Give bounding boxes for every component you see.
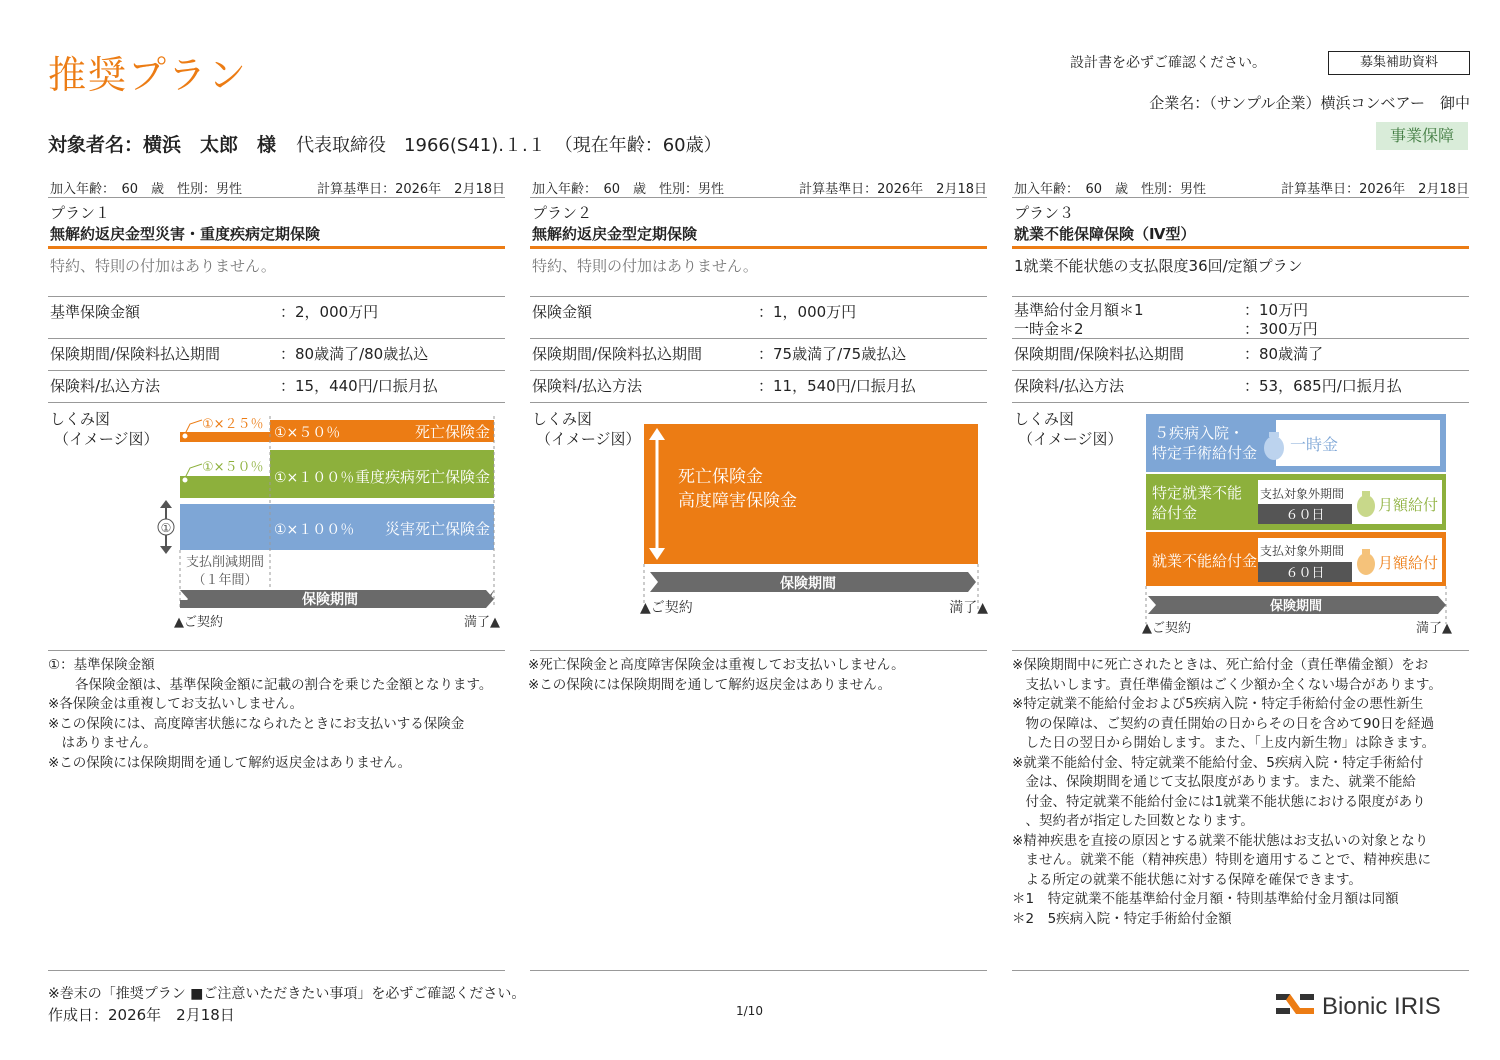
row-value: ：15，440円/口振月払 xyxy=(280,377,438,395)
excl-label-1: 支払対象外期間 xyxy=(1260,487,1345,501)
detail-row xyxy=(48,297,505,339)
period-label: 保険期間 xyxy=(302,592,358,608)
plan2-diagram xyxy=(636,420,992,620)
row-value: ：75歳満了/75歳払込 xyxy=(758,345,907,363)
row-value: ：1，000万円 xyxy=(758,303,857,321)
shikumi-label: しくみ図 xyxy=(1014,410,1075,428)
detail-row xyxy=(1012,339,1469,371)
disability-label: 高度障害保険金 xyxy=(678,491,797,511)
note-line: よる所定の就業不能状態に対する保障を確保できます。 xyxy=(1012,871,1362,888)
note-line: ※この保険には、高度障害状態になられたときにお支払いする保険金 xyxy=(48,715,465,732)
calc-date: 計算基準日：2026年 2月18日 xyxy=(1281,182,1469,197)
row-key xyxy=(1014,301,1144,339)
subject-name: 対象者名：横浜 太郎 様 xyxy=(48,134,277,156)
calc-date: 計算基準日：2026年 2月18日 xyxy=(799,182,987,197)
plan1-notes xyxy=(48,656,508,773)
blue-label-1: ５疾病入院・ xyxy=(1154,424,1245,442)
note-line: 各保険金額は、基準保険金額に記載の割合を乗じた金額となります。 xyxy=(48,676,493,693)
band3-label: 災害死亡保険金 xyxy=(384,520,490,538)
note-line: した日の翌日から開始します。また、「上皮内新生物」は除きます。 xyxy=(1012,735,1436,751)
plan-name: 無解約返戻金型災害・重度疾病定期保険 xyxy=(48,223,505,249)
divider xyxy=(48,650,505,651)
note-line: ※死亡保険金と高度障害保険金は重複してお支払いしません。 xyxy=(528,657,905,673)
pct-50-pre: ①×５０％ xyxy=(202,460,264,475)
band1-pct: ①×５０％ xyxy=(274,425,341,441)
period-label: 保険期間 xyxy=(780,576,836,592)
plan3-diagram xyxy=(1140,412,1480,638)
row-key: 保険期間/保険料払込期間 xyxy=(1014,345,1185,363)
page-title: 推奨プラン xyxy=(48,53,249,97)
category-badge: 事業保障 xyxy=(1376,122,1468,150)
calc-date: 計算基準日：2026年 2月18日 xyxy=(317,182,505,197)
row-value-2: ：300万円 xyxy=(1244,320,1318,338)
plan-number: プラン２ xyxy=(532,204,593,222)
plan-header xyxy=(1012,174,1469,198)
tokuyaku-text: 1就業不能状態の支払限度36回/定額プラン xyxy=(1012,249,1469,297)
reduction-period: （１年間） xyxy=(192,573,258,588)
height-arrow-icon xyxy=(158,500,174,554)
row-key: 基準保険金額 xyxy=(50,303,141,321)
end-label: 満了▲ xyxy=(1416,621,1452,636)
detail-row xyxy=(1012,371,1469,403)
plan-column-2 xyxy=(530,174,987,449)
death-label: 死亡保険金 xyxy=(678,467,763,487)
orange-label: 就業不能給付金 xyxy=(1152,552,1258,570)
start-label: ▲ご契約 xyxy=(1142,621,1191,636)
row-value: ：53，685円/口振月払 xyxy=(1244,377,1402,395)
logo-mark-icon xyxy=(1276,994,1314,1014)
plan2-notes xyxy=(528,656,988,695)
note-line: はありません。 xyxy=(48,735,157,751)
row-key-2: 一時金＊2 xyxy=(1014,320,1084,338)
created-date: 作成日：2026年 2月18日 xyxy=(48,1006,235,1024)
note-line: ※特定就業不能給付金および5疾病入院・特定手術給付金の悪性新生 xyxy=(1012,696,1424,712)
green-label-1: 特定就業不能 xyxy=(1152,484,1243,502)
detail-row xyxy=(530,371,987,403)
row-value: ：80歳満了 xyxy=(1244,345,1324,363)
band2-pct: ①×１００％ xyxy=(274,470,355,486)
row-value: ：11，540円/口振月払 xyxy=(758,377,916,395)
note-line: ※精神疾患を直接の原因とする就業不能状態はお支払いの対象となり xyxy=(1012,832,1429,849)
plan3-notes xyxy=(1012,656,1482,929)
start-label: ▲ご契約 xyxy=(174,615,223,630)
plan-number: プラン３ xyxy=(1014,204,1075,222)
plan1-diagram xyxy=(150,408,510,634)
note-line: 金は、保険期間を通じて支払限度があります。また、就業不能給 xyxy=(1012,774,1416,790)
note-line: ＊2 5疾病入院・特定手術給付金額 xyxy=(1012,910,1232,927)
end-label: 満了▲ xyxy=(464,615,500,630)
detail-row xyxy=(530,297,987,339)
divider xyxy=(1012,970,1469,971)
reduction-label: 支払削減期間 xyxy=(185,555,265,570)
note-line: 、契約者が指定した回数となります。 xyxy=(1012,813,1254,829)
divider xyxy=(48,970,505,971)
tokuyaku-text: 特約、特則の付加はありません。 xyxy=(530,249,987,297)
band2-label: 重度疾病死亡保険金 xyxy=(354,468,490,486)
image-label: （イメージ図） xyxy=(1018,430,1123,448)
subject-detail: 代表取締役 1966(S41).１.１ （現在年齢：60歳） xyxy=(296,135,722,156)
row-key: 保険料/払込方法 xyxy=(1014,377,1125,395)
page-number: 1/10 xyxy=(736,1004,763,1018)
blue-label-2: 特定手術給付金 xyxy=(1152,444,1258,462)
note-line: ません。就業不能（精神疾患）特則を適用することで、精神疾患に xyxy=(1012,852,1432,868)
plan-header xyxy=(530,174,987,198)
shikumi-label: しくみ図 xyxy=(50,410,111,428)
image-label: （イメージ図） xyxy=(536,430,641,448)
note-line: ※就業不能給付金、特定就業不能給付金、5疾病入院・特定手術給付 xyxy=(1012,754,1424,771)
start-label: ▲ご契約 xyxy=(640,600,693,616)
row-value-1: ：10万円 xyxy=(1244,301,1309,319)
ichiji-label: 一時金 xyxy=(1290,435,1339,454)
pct-25: ①×２５％ xyxy=(202,417,264,432)
note-line: 物の保障は、ご契約の責任開始の日からその日を含めて90日を経過 xyxy=(1012,715,1435,732)
note-line: 付金、特定就業不能給付金には1就業不能状態における限度があり xyxy=(1012,793,1426,810)
detail-row xyxy=(1012,297,1469,339)
band3-pct: ①×１００％ xyxy=(274,522,355,538)
row-key: 保険期間/保険料払込期間 xyxy=(50,345,221,363)
plan-name: 無解約返戻金型定期保険 xyxy=(530,223,987,249)
shikumi-label: しくみ図 xyxy=(532,410,593,428)
plan-header xyxy=(48,174,505,198)
row-value: ：2，000万円 xyxy=(280,303,379,321)
row-key: 保険料/払込方法 xyxy=(532,377,643,395)
divider xyxy=(530,970,987,971)
detail-row xyxy=(48,339,505,371)
period-label: 保険期間 xyxy=(1269,599,1323,614)
plan-number: プラン１ xyxy=(50,204,111,222)
note-line: 支払いします。責任準備金額はごく少額か全くない場合があります。 xyxy=(1012,676,1442,693)
days-label-1: ６０日 xyxy=(1285,508,1325,523)
age-gender: 加入年齢： 60 歳 性別：男性 xyxy=(532,182,725,197)
plan-column-3 xyxy=(1012,174,1469,449)
monthly-label-1: 月額給付 xyxy=(1378,496,1439,514)
note-line: ＊1 特定就業不能基準給付金月額・特則基準給付金月額は同額 xyxy=(1012,891,1399,907)
divider xyxy=(530,650,987,651)
note-line: ※この保険には保険期間を通して解約返戻金はありません。 xyxy=(528,676,892,693)
note-line: ※保険期間中に死亡されたときは、死亡給付金（責任準備金額）をお xyxy=(1012,657,1429,673)
green-label-2: 給付金 xyxy=(1152,504,1198,522)
logo-text: Bionic IRIS xyxy=(1322,993,1441,1020)
days-label-2: ６０日 xyxy=(1285,566,1325,581)
circle-one: ① xyxy=(160,521,172,535)
subject-line xyxy=(48,130,722,157)
note-line: ※各保険金は重複してお支払いしません。 xyxy=(48,696,304,712)
footer-note: ※巻末の「推奨プラン ■ご注意いただきたい事項」を必ずご確認ください。 xyxy=(48,986,526,1002)
excl-label-2: 支払対象外期間 xyxy=(1260,544,1345,558)
band1-label: 死亡保険金 xyxy=(414,423,490,441)
tokuyaku-text: 特約、特則の付加はありません。 xyxy=(48,249,505,297)
age-gender: 加入年齢： 60 歳 性別：男性 xyxy=(1014,182,1207,197)
row-key-1: 基準給付金月額＊1 xyxy=(1014,301,1144,319)
row-key: 保険料/払込方法 xyxy=(50,377,161,395)
confirm-text: 設計書を必ずご確認ください。 xyxy=(1070,55,1266,71)
image-label: （イメージ図） xyxy=(54,430,159,448)
company-name: 企業名：（サンプル企業）横浜コンベアー 御中 xyxy=(1149,94,1470,112)
detail-row xyxy=(530,339,987,371)
boshu-label-box: 募集補助資料 xyxy=(1328,51,1470,75)
age-gender: 加入年齢： 60 歳 性別：男性 xyxy=(50,182,243,197)
note-line: ※この保険には保険期間を通して解約返戻金はありません。 xyxy=(48,754,412,771)
monthly-label-2: 月額給付 xyxy=(1378,554,1439,572)
divider xyxy=(1012,650,1469,651)
detail-row xyxy=(48,371,505,403)
row-value xyxy=(1244,301,1318,339)
row-key: 保険期間/保険料払込期間 xyxy=(532,345,703,363)
end-label: 満了▲ xyxy=(949,600,988,616)
note-line: ①：基準保険金額 xyxy=(48,657,155,673)
bionic-iris-logo xyxy=(1274,988,1474,1022)
row-value: ：80歳満了/80歳払込 xyxy=(280,345,429,363)
row-key: 保険金額 xyxy=(532,303,593,321)
plan-name: 就業不能保障保険（Ⅳ型） xyxy=(1012,223,1469,249)
